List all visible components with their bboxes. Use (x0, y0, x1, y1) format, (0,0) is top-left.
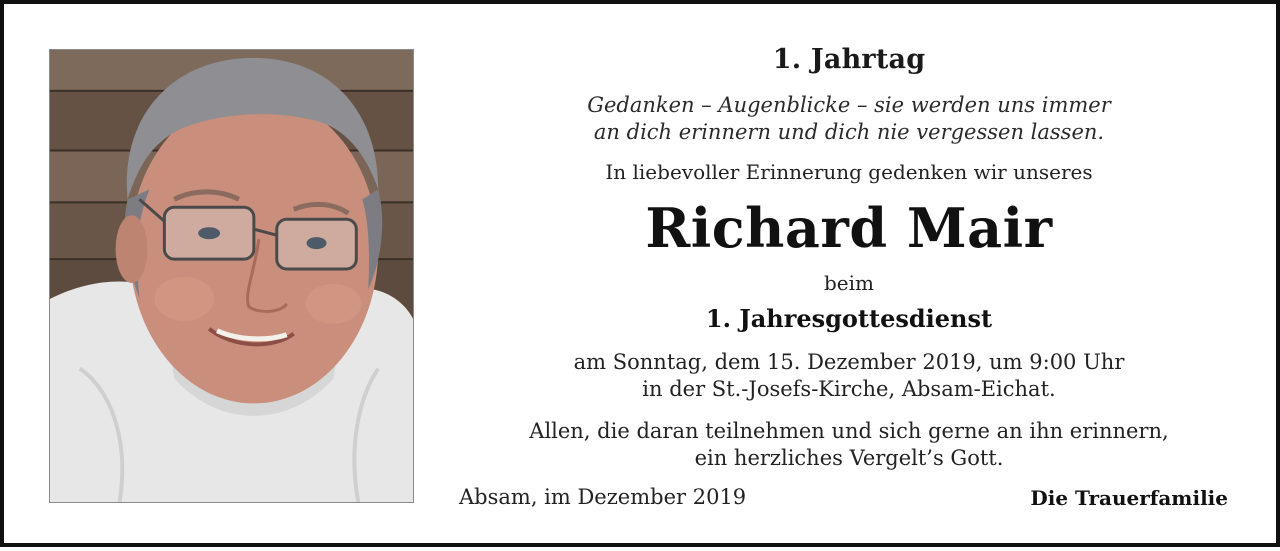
thanks-text (454, 418, 1244, 472)
portrait-image (50, 50, 413, 502)
portrait-photo (49, 49, 414, 503)
quote-line-1: Gedanken – Augenblicke – sie werden uns immer (587, 93, 1111, 117)
service-schedule (454, 349, 1244, 403)
notice-text (454, 4, 1244, 551)
schedule-location: in der St.-Josefs-Kirche, Absam-Eichat. (642, 377, 1056, 401)
place-date: Absam, im Dezember 2019 (459, 485, 747, 509)
thanks-line-2: ein herzliches Vergelt’s Gott. (694, 446, 1004, 470)
service-title: 1. Jahresgottesdienst (705, 304, 993, 333)
connector-text: beim (824, 271, 874, 295)
intro-text: In liebevoller Erinnerung gedenken wir unseres (605, 160, 1093, 184)
quote-line-2: an dich erinnern und dich nie vergessen lassen. (593, 120, 1105, 144)
schedule-date-time: am Sonntag, dem 15. Dezember 2019, um 9:00 Uhr (573, 350, 1125, 374)
thanks-line-1: Allen, die daran teilnehmen und sich gerne an ihn erinnern, (529, 419, 1169, 443)
deceased-name: Richard Mair (645, 196, 1053, 260)
signature: Die Trauerfamilie (1030, 486, 1228, 510)
memorial-quote (454, 92, 1244, 146)
anniversary-heading: 1. Jahrtag (772, 44, 926, 75)
